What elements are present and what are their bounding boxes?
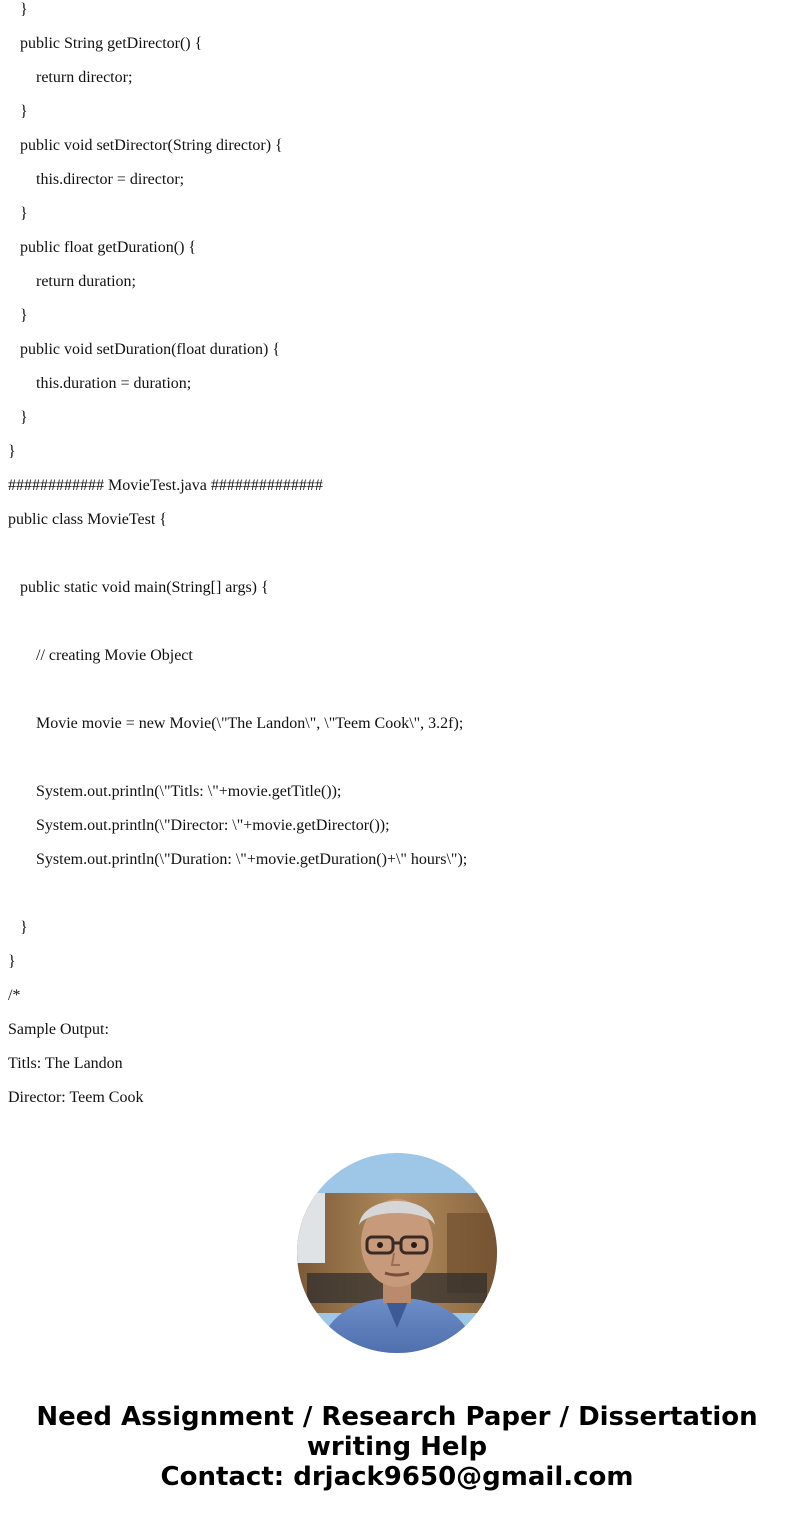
blank-line [8,877,788,911]
code-line: } [20,205,28,222]
code-listing [8,0,788,1115]
code-line: } [20,919,28,936]
code-line: System.out.println(\"Titls: \"+movie.getTitle()); [36,783,342,800]
code-line: } [20,409,28,426]
blank-line [8,605,788,639]
code-line: } [20,307,28,324]
code-comment: /* [8,987,21,1004]
promo-contact: Contact: drjack9650@gmail.com [160,1462,634,1492]
code-line: } [20,1,28,18]
blank-line [8,741,788,775]
code-line: this.duration = duration; [36,375,192,392]
code-line: public void setDirector(String director) { [20,137,283,154]
output-line: Titls: The Landon [8,1055,123,1072]
code-line: System.out.println(\"Director: \"+movie.getDirector()); [36,817,390,834]
output-line: Sample Output: [8,1021,109,1038]
code-line: public String getDirector() { [20,35,203,52]
author-photo [297,1153,497,1353]
promo-line-2: writing Help [306,1432,488,1462]
code-line: public void setDuration(float duration) { [20,341,281,358]
code-line: } [8,953,16,970]
code-line: return duration; [36,273,136,290]
file-header-line: ############ MovieTest.java ############## [8,477,323,494]
code-line: public class MovieTest { [8,511,167,528]
code-line: System.out.println(\"Duration: \"+movie.getDuration()+\" hours\"); [36,851,468,868]
output-line: Director: Teem Cook [8,1089,144,1106]
blank-line [8,673,788,707]
blank-line [8,537,788,571]
code-comment: // creating Movie Object [36,647,193,664]
promo-banner [0,1402,794,1492]
code-line: return director; [36,69,133,86]
code-line: } [8,443,16,460]
code-line: Movie movie = new Movie(\"The Landon\", \"Teem Cook\", 3.2f); [36,715,464,732]
code-line: public static void main(String[] args) { [20,579,269,596]
code-line: public float getDuration() { [20,239,197,256]
code-line: this.director = director; [36,171,185,188]
code-line: } [20,103,28,120]
promo-line-1: Need Assignment / Research Paper / Dissertation [36,1402,758,1432]
